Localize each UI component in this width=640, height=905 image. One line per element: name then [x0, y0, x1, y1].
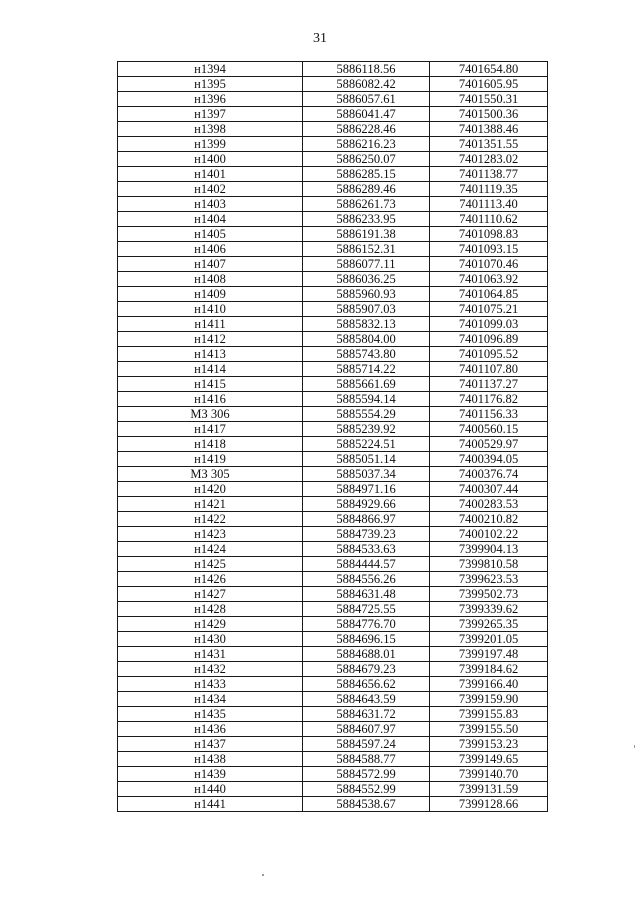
x-coordinate-cell: 5884866.97 — [303, 512, 430, 527]
table-row — [118, 167, 548, 182]
y-coordinate-cell: 7401388.46 — [430, 122, 548, 137]
y-coordinate-cell: 7401113.40 — [430, 197, 548, 212]
y-coordinate-cell: 7399265.35 — [430, 617, 548, 632]
point-name-cell: н1417 — [118, 422, 303, 437]
point-name-cell: н1427 — [118, 587, 303, 602]
y-coordinate-cell: 7399201.05 — [430, 632, 548, 647]
y-coordinate-cell: 7399153.23 — [430, 737, 548, 752]
x-coordinate-cell: 5884533.63 — [303, 542, 430, 557]
point-name-cell: н1422 — [118, 512, 303, 527]
y-coordinate-cell: 7399623.53 — [430, 572, 548, 587]
table-row — [118, 227, 548, 242]
x-coordinate-cell: 5884739.23 — [303, 527, 430, 542]
y-coordinate-cell: 7400283.53 — [430, 497, 548, 512]
y-coordinate-cell: 7400560.15 — [430, 422, 548, 437]
point-name-cell: н1415 — [118, 377, 303, 392]
point-name-cell: н1407 — [118, 257, 303, 272]
table-row — [118, 542, 548, 557]
x-coordinate-cell: 5886250.07 — [303, 152, 430, 167]
point-name-cell: н1420 — [118, 482, 303, 497]
x-coordinate-cell: 5884656.62 — [303, 677, 430, 692]
x-coordinate-cell: 5884552.99 — [303, 782, 430, 797]
x-coordinate-cell: 5886191.38 — [303, 227, 430, 242]
x-coordinate-cell: 5886077.11 — [303, 257, 430, 272]
y-coordinate-cell: 7400529.97 — [430, 437, 548, 452]
table-row — [118, 497, 548, 512]
x-coordinate-cell: 5886082.42 — [303, 77, 430, 92]
x-coordinate-cell: 5884688.01 — [303, 647, 430, 662]
table-row — [118, 557, 548, 572]
y-coordinate-cell: 7399166.40 — [430, 677, 548, 692]
x-coordinate-cell: 5885832.13 — [303, 317, 430, 332]
table-row — [118, 407, 548, 422]
x-coordinate-cell: 5886285.15 — [303, 167, 430, 182]
table-row — [118, 482, 548, 497]
x-coordinate-cell: 5886152.31 — [303, 242, 430, 257]
point-name-cell: МЗ 305 — [118, 467, 303, 482]
table-row — [118, 527, 548, 542]
table-row — [118, 617, 548, 632]
point-name-cell: н1394 — [118, 62, 303, 77]
y-coordinate-cell: 7399904.13 — [430, 542, 548, 557]
y-coordinate-cell: 7400307.44 — [430, 482, 548, 497]
x-coordinate-cell: 5886261.73 — [303, 197, 430, 212]
point-name-cell: н1406 — [118, 242, 303, 257]
y-coordinate-cell: 7401095.52 — [430, 347, 548, 362]
table-row — [118, 782, 548, 797]
table-row — [118, 677, 548, 692]
x-coordinate-cell: 5886057.61 — [303, 92, 430, 107]
table-row — [118, 767, 548, 782]
y-coordinate-cell: 7401110.62 — [430, 212, 548, 227]
coordinates-table-body — [118, 62, 548, 812]
x-coordinate-cell: 5885960.93 — [303, 287, 430, 302]
y-coordinate-cell: 7401500.36 — [430, 107, 548, 122]
x-coordinate-cell: 5884929.66 — [303, 497, 430, 512]
table-row — [118, 692, 548, 707]
y-coordinate-cell: 7401099.03 — [430, 317, 548, 332]
point-name-cell: н1438 — [118, 752, 303, 767]
x-coordinate-cell: 5884725.55 — [303, 602, 430, 617]
y-coordinate-cell: 7401605.95 — [430, 77, 548, 92]
table-row — [118, 332, 548, 347]
x-coordinate-cell: 5884597.24 — [303, 737, 430, 752]
x-coordinate-cell: 5884556.26 — [303, 572, 430, 587]
y-coordinate-cell: 7401137.27 — [430, 377, 548, 392]
point-name-cell: н1399 — [118, 137, 303, 152]
table-row — [118, 392, 548, 407]
table-row — [118, 107, 548, 122]
table-row — [118, 182, 548, 197]
y-coordinate-cell: 7399810.58 — [430, 557, 548, 572]
table-row — [118, 152, 548, 167]
point-name-cell: н1441 — [118, 797, 303, 812]
scan-speck — [262, 874, 264, 876]
page-number: 31 — [313, 31, 327, 46]
point-name-cell: н1404 — [118, 212, 303, 227]
table-row — [118, 287, 548, 302]
y-coordinate-cell: 7400102.22 — [430, 527, 548, 542]
table-row — [118, 587, 548, 602]
x-coordinate-cell: 5885743.80 — [303, 347, 430, 362]
table-row — [118, 302, 548, 317]
point-name-cell: н1433 — [118, 677, 303, 692]
point-name-cell: н1434 — [118, 692, 303, 707]
table-row — [118, 137, 548, 152]
point-name-cell: н1426 — [118, 572, 303, 587]
table-row — [118, 362, 548, 377]
point-name-cell: н1397 — [118, 107, 303, 122]
x-coordinate-cell: 5885554.29 — [303, 407, 430, 422]
point-name-cell: н1431 — [118, 647, 303, 662]
table-row — [118, 602, 548, 617]
y-coordinate-cell: 7399149.65 — [430, 752, 548, 767]
x-coordinate-cell: 5885239.92 — [303, 422, 430, 437]
point-name-cell: н1396 — [118, 92, 303, 107]
point-name-cell: н1411 — [118, 317, 303, 332]
table-row — [118, 437, 548, 452]
y-coordinate-cell: 7399155.83 — [430, 707, 548, 722]
x-coordinate-cell: 5885037.34 — [303, 467, 430, 482]
table-row — [118, 272, 548, 287]
x-coordinate-cell: 5884607.97 — [303, 722, 430, 737]
point-name-cell: н1409 — [118, 287, 303, 302]
x-coordinate-cell: 5886216.23 — [303, 137, 430, 152]
y-coordinate-cell: 7401550.31 — [430, 92, 548, 107]
x-coordinate-cell: 5884643.59 — [303, 692, 430, 707]
y-coordinate-cell: 7401063.92 — [430, 272, 548, 287]
x-coordinate-cell: 5886041.47 — [303, 107, 430, 122]
point-name-cell: н1424 — [118, 542, 303, 557]
x-coordinate-cell: 5886233.95 — [303, 212, 430, 227]
y-coordinate-cell: 7399140.70 — [430, 767, 548, 782]
table-row — [118, 722, 548, 737]
y-coordinate-cell: 7401064.85 — [430, 287, 548, 302]
y-coordinate-cell: 7401075.21 — [430, 302, 548, 317]
table-row — [118, 257, 548, 272]
point-name-cell: н1401 — [118, 167, 303, 182]
x-coordinate-cell: 5885594.14 — [303, 392, 430, 407]
point-name-cell: н1437 — [118, 737, 303, 752]
coordinates-table — [117, 61, 548, 812]
y-coordinate-cell: 7400210.82 — [430, 512, 548, 527]
table-row — [118, 242, 548, 257]
x-coordinate-cell: 5884588.77 — [303, 752, 430, 767]
point-name-cell: н1436 — [118, 722, 303, 737]
y-coordinate-cell: 7401093.15 — [430, 242, 548, 257]
y-coordinate-cell: 7401096.89 — [430, 332, 548, 347]
point-name-cell: н1403 — [118, 197, 303, 212]
table-row — [118, 662, 548, 677]
y-coordinate-cell: 7399339.62 — [430, 602, 548, 617]
point-name-cell: н1400 — [118, 152, 303, 167]
y-coordinate-cell: 7399184.62 — [430, 662, 548, 677]
y-coordinate-cell: 7401283.02 — [430, 152, 548, 167]
table-row — [118, 377, 548, 392]
table-row — [118, 737, 548, 752]
table-row — [118, 512, 548, 527]
y-coordinate-cell: 7401156.33 — [430, 407, 548, 422]
point-name-cell: н1408 — [118, 272, 303, 287]
y-coordinate-cell: 7401119.35 — [430, 182, 548, 197]
y-coordinate-cell: 7401176.82 — [430, 392, 548, 407]
y-coordinate-cell: 7401098.83 — [430, 227, 548, 242]
point-name-cell: н1430 — [118, 632, 303, 647]
x-coordinate-cell: 5885224.51 — [303, 437, 430, 452]
point-name-cell: н1412 — [118, 332, 303, 347]
point-name-cell: н1395 — [118, 77, 303, 92]
table-row — [118, 92, 548, 107]
point-name-cell: н1418 — [118, 437, 303, 452]
x-coordinate-cell: 5885661.69 — [303, 377, 430, 392]
table-row — [118, 62, 548, 77]
point-name-cell: н1402 — [118, 182, 303, 197]
x-coordinate-cell: 5886118.56 — [303, 62, 430, 77]
point-name-cell: н1423 — [118, 527, 303, 542]
table-row — [118, 707, 548, 722]
y-coordinate-cell: 7399197.48 — [430, 647, 548, 662]
y-coordinate-cell: 7399155.50 — [430, 722, 548, 737]
x-coordinate-cell: 5886036.25 — [303, 272, 430, 287]
x-coordinate-cell: 5885907.03 — [303, 302, 430, 317]
y-coordinate-cell: 7400394.05 — [430, 452, 548, 467]
x-coordinate-cell: 5884631.48 — [303, 587, 430, 602]
table-row — [118, 347, 548, 362]
point-name-cell: н1432 — [118, 662, 303, 677]
x-coordinate-cell: 5885051.14 — [303, 452, 430, 467]
x-coordinate-cell: 5884776.70 — [303, 617, 430, 632]
point-name-cell: н1428 — [118, 602, 303, 617]
y-coordinate-cell: 7401351.55 — [430, 137, 548, 152]
table-row — [118, 212, 548, 227]
y-coordinate-cell: 7401107.80 — [430, 362, 548, 377]
x-coordinate-cell: 5886289.46 — [303, 182, 430, 197]
point-name-cell: н1413 — [118, 347, 303, 362]
table-row — [118, 797, 548, 812]
table-row — [118, 467, 548, 482]
point-name-cell: н1419 — [118, 452, 303, 467]
point-name-cell: н1429 — [118, 617, 303, 632]
y-coordinate-cell: 7401138.77 — [430, 167, 548, 182]
table-row — [118, 317, 548, 332]
table-row — [118, 452, 548, 467]
table-row — [118, 752, 548, 767]
table-row — [118, 197, 548, 212]
x-coordinate-cell: 5884971.16 — [303, 482, 430, 497]
table-row — [118, 422, 548, 437]
point-name-cell: н1421 — [118, 497, 303, 512]
point-name-cell: н1414 — [118, 362, 303, 377]
table-row — [118, 632, 548, 647]
y-coordinate-cell: 7400376.74 — [430, 467, 548, 482]
x-coordinate-cell: 5885714.22 — [303, 362, 430, 377]
point-name-cell: н1410 — [118, 302, 303, 317]
x-coordinate-cell: 5884538.67 — [303, 797, 430, 812]
x-coordinate-cell: 5884444.57 — [303, 557, 430, 572]
x-coordinate-cell: 5884679.23 — [303, 662, 430, 677]
x-coordinate-cell: 5886228.46 — [303, 122, 430, 137]
y-coordinate-cell: 7399159.90 — [430, 692, 548, 707]
x-coordinate-cell: 5884572.99 — [303, 767, 430, 782]
point-name-cell: н1416 — [118, 392, 303, 407]
y-coordinate-cell: 7399131.59 — [430, 782, 548, 797]
table-row — [118, 77, 548, 92]
table-row — [118, 647, 548, 662]
y-coordinate-cell: 7399128.66 — [430, 797, 548, 812]
table-row — [118, 122, 548, 137]
point-name-cell: МЗ 306 — [118, 407, 303, 422]
point-name-cell: н1435 — [118, 707, 303, 722]
table-row — [118, 572, 548, 587]
y-coordinate-cell: 7399502.73 — [430, 587, 548, 602]
x-coordinate-cell: 5885804.00 — [303, 332, 430, 347]
point-name-cell: н1440 — [118, 782, 303, 797]
y-coordinate-cell: 7401654.80 — [430, 62, 548, 77]
point-name-cell: н1425 — [118, 557, 303, 572]
point-name-cell: н1405 — [118, 227, 303, 242]
scan-speck — [634, 745, 635, 748]
x-coordinate-cell: 5884631.72 — [303, 707, 430, 722]
point-name-cell: н1439 — [118, 767, 303, 782]
y-coordinate-cell: 7401070.46 — [430, 257, 548, 272]
point-name-cell: н1398 — [118, 122, 303, 137]
x-coordinate-cell: 5884696.15 — [303, 632, 430, 647]
